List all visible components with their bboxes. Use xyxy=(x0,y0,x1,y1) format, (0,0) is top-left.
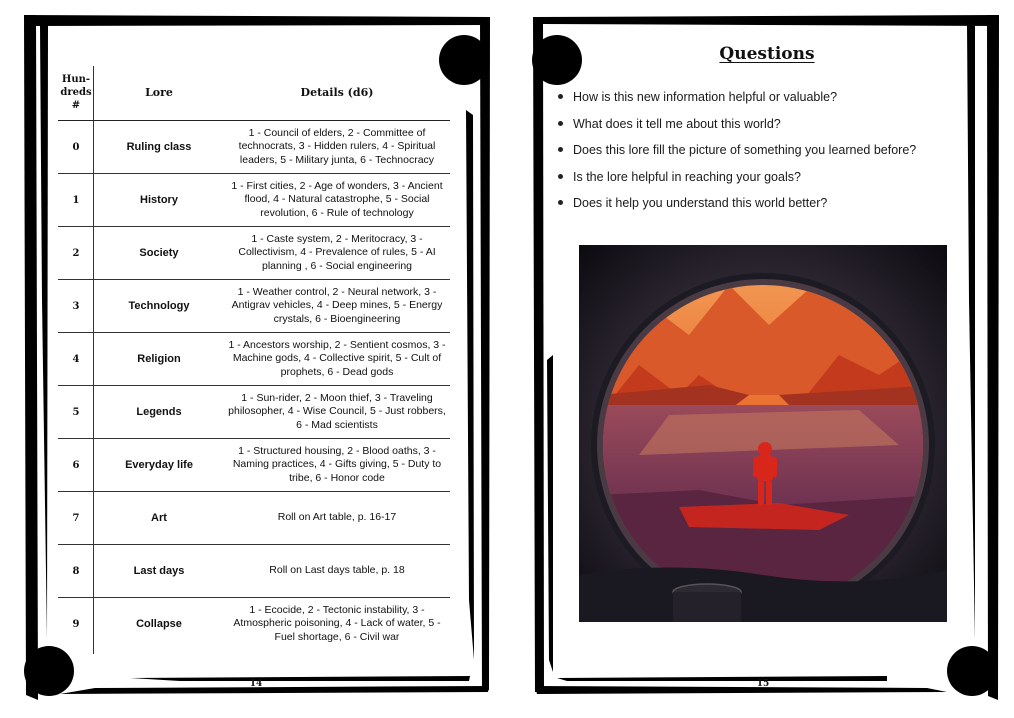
corner-dot-bottom-right xyxy=(947,646,997,696)
row-lore: Last days xyxy=(94,545,224,598)
illustration-astronaut-porthole xyxy=(579,245,947,622)
row-number: 8 xyxy=(58,545,94,598)
row-number: 2 xyxy=(58,227,94,280)
list-item: How is this new information helpful or valuable? xyxy=(555,88,975,115)
row-details: 1 - Ecocide, 2 - Tectonic instability, 3 - Atmospheric poisoning, 4 - Lack of water, 5 - Fuel shortage, 6 - Civil war xyxy=(233,603,441,643)
table-row xyxy=(58,598,450,651)
row-lore: Everyday life xyxy=(94,439,224,492)
header-hundreds xyxy=(58,64,94,121)
list-item: Does it help you understand this world better? xyxy=(555,194,975,221)
corner-dot-top-left xyxy=(532,35,582,85)
header-hundreds-line2: dreds xyxy=(60,86,92,98)
page-number-left: 14 xyxy=(249,679,263,689)
list-item: Is the lore helpful in reaching your goals? xyxy=(555,168,975,195)
row-details: 1 - Caste system, 2 - Meritocracy, 3 - Collectivism, 4 - Prevalence of rules, 5 - AI planning , 6 - Social engineering xyxy=(224,227,450,280)
table-row xyxy=(58,545,450,598)
header-details: Details (d6) xyxy=(224,64,450,121)
row-number: 0 xyxy=(58,121,94,174)
row-details: 1 - First cities, 2 - Age of wonders, 3 - Ancient flood, 4 - Natural catastrophe, 5 - Social revolution, 6 - Rule of technology xyxy=(224,174,450,227)
row-number: 9 xyxy=(72,618,80,630)
header-hundreds-line3: # xyxy=(71,99,81,111)
questions-title: Questions xyxy=(719,44,815,64)
table-row xyxy=(58,121,450,174)
list-item: What does it tell me about this world? xyxy=(555,115,975,142)
lore-table xyxy=(58,64,450,650)
row-details: 1 - Council of elders, 2 - Committee of technocrats, 3 - Hidden rulers, 4 - Spiritual leaders, 5 - Military junta, 6 - Technocracy xyxy=(224,121,450,174)
table-row xyxy=(58,386,450,439)
row-number: 6 xyxy=(58,439,94,492)
row-lore: Art xyxy=(94,492,224,545)
table-row xyxy=(58,439,450,492)
row-number: 4 xyxy=(58,333,94,386)
table-row xyxy=(58,280,450,333)
row-number: 1 xyxy=(58,174,94,227)
table-row xyxy=(58,227,450,280)
lore-table-header-row xyxy=(58,64,450,121)
page-number-right: 15 xyxy=(756,679,770,689)
row-number: 7 xyxy=(58,492,94,545)
row-details: 1 - Sun-rider, 2 - Moon thief, 3 - Traveling philosopher, 4 - Wise Council, 5 - Just robbers, 6 - Mad scientists xyxy=(224,386,450,439)
row-lore: Religion xyxy=(94,333,224,386)
row-lore: Technology xyxy=(94,280,224,333)
corner-dot-bottom-left xyxy=(24,646,74,696)
row-lore: Society xyxy=(94,227,224,280)
right-page xyxy=(507,0,1014,718)
row-lore: Collapse xyxy=(136,618,182,630)
row-details: 1 - Ancestors worship, 2 - Sentient cosmos, 3 - Machine gods, 4 - Collective spirit, 5 - Cult of prophets, 6 - Dead gods xyxy=(224,333,450,386)
row-details: Roll on Last days table, p. 18 xyxy=(224,545,450,598)
row-lore: Ruling class xyxy=(94,121,224,174)
questions-list xyxy=(555,88,975,221)
row-details: 1 - Structured housing, 2 - Blood oaths, 3 - Naming practices, 4 - Gifts giving, 5 - Duty to tribe, 6 - Honor code xyxy=(224,439,450,492)
table-row xyxy=(58,174,450,227)
table-row xyxy=(58,333,450,386)
row-details: Roll on Art table, p. 16-17 xyxy=(224,492,450,545)
row-details: 1 - Weather control, 2 - Neural network, 3 - Antigrav vehicles, 4 - Deep mines, 5 - Energy crystals, 6 - Bioengineering xyxy=(224,280,450,333)
table-row xyxy=(58,492,450,545)
header-hundreds-line1: Hun- xyxy=(61,73,91,85)
row-lore: Legends xyxy=(94,386,224,439)
header-lore: Lore xyxy=(94,64,224,121)
row-number: 5 xyxy=(58,386,94,439)
list-item: Does this lore fill the picture of something you learned before? xyxy=(555,141,975,168)
row-number: 3 xyxy=(58,280,94,333)
row-lore: History xyxy=(94,174,224,227)
